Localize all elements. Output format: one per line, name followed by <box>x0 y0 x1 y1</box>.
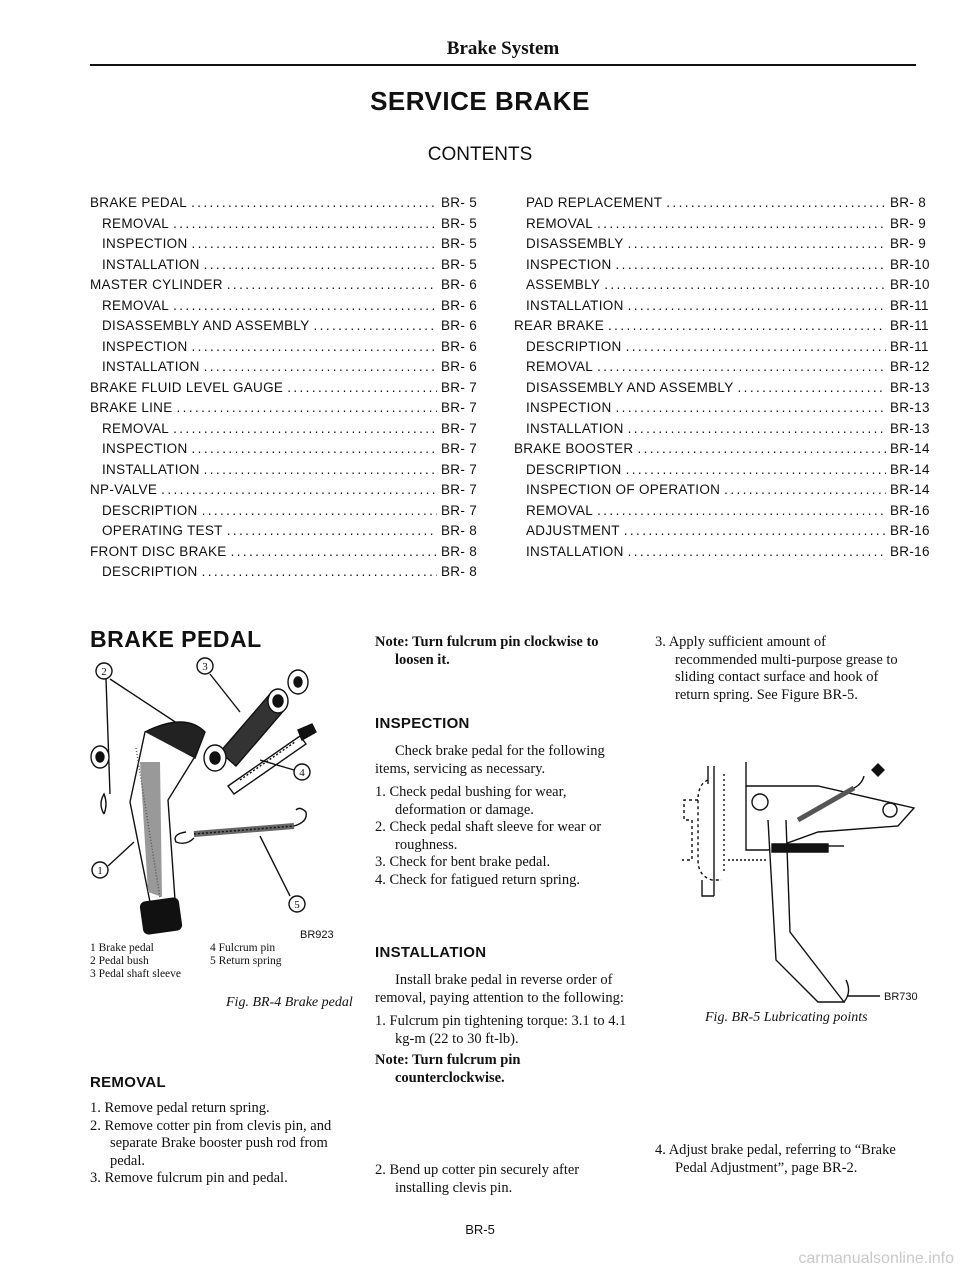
figure-legend-left <box>90 942 181 981</box>
toc-entry-page: BR-11 <box>890 297 929 313</box>
toc-entry-page: BR-13 <box>890 400 930 415</box>
toc-dot-leader <box>314 316 437 337</box>
toc-entry-label: INSTALLATION <box>526 297 624 313</box>
toc-entry-label: ADJUSTMENT <box>526 523 620 538</box>
toc-dot-leader <box>628 296 886 317</box>
toc-dot-leader <box>626 460 886 481</box>
toc-entry <box>90 398 483 419</box>
toc-entry-label: DESCRIPTION <box>526 461 622 477</box>
toc-entry-page: BR-10 <box>890 277 930 292</box>
toc-entry-page: BR-13 <box>890 379 930 395</box>
toc-entry-label: REMOVAL <box>102 215 170 231</box>
toc-entry-label: REMOVAL <box>526 215 594 231</box>
toc-entry-page: BR- 7 <box>441 400 478 415</box>
toc-entry <box>514 521 932 542</box>
toc-entry <box>514 357 932 378</box>
toc-entry-page: BR-14 <box>890 482 930 497</box>
toc-dot-leader <box>204 460 437 481</box>
legend-item-5: 5 Return spring <box>210 955 282 967</box>
toc-dot-leader <box>628 234 886 255</box>
installation-step-4: 4. Adjust brake pedal, referring to “Brake Pedal Adjustment”, page BR-2. <box>655 1142 896 1176</box>
toc-entry <box>90 480 483 501</box>
toc-entry-label: INSPECTION <box>102 236 188 251</box>
toc-dot-leader <box>227 275 437 296</box>
toc-entry-page: BR-12 <box>890 359 930 374</box>
toc-entry-label: REAR BRAKE <box>514 318 605 333</box>
toc-dot-leader <box>227 521 437 542</box>
toc-entry <box>90 419 483 440</box>
toc-dot-leader <box>204 357 437 378</box>
toc-entry-label: DESCRIPTION <box>102 502 198 518</box>
toc-entry-page: BR-16 <box>890 523 930 538</box>
toc-dot-leader <box>161 480 437 501</box>
toc-dot-leader <box>177 398 437 419</box>
brake-pedal-exploded-figure <box>90 652 352 942</box>
toc-entry <box>514 234 932 255</box>
toc-entry-page: BR-16 <box>890 543 930 559</box>
toc-entry-label: FRONT DISC BRAKE <box>90 543 227 559</box>
toc-dot-leader <box>628 542 886 563</box>
toc-dot-leader <box>626 337 886 358</box>
toc-entry <box>90 357 483 378</box>
toc-entry-label: INSPECTION <box>526 400 612 415</box>
installation-step-2: 2. Bend up cotter pin securely after installing clevis pin. <box>375 1162 580 1196</box>
toc-entry-label: DISASSEMBLY AND ASSEMBLY <box>526 379 734 395</box>
removal-steps <box>90 1100 340 1188</box>
toc-entry-label: INSTALLATION <box>526 543 624 559</box>
toc-entry-label: INSTALLATION <box>526 420 624 436</box>
toc-entry-label: INSPECTION <box>526 256 612 272</box>
toc-entry-page: BR- 7 <box>441 441 478 456</box>
toc-dot-leader <box>597 214 886 235</box>
watermark: carmanualsonline.info <box>798 1250 954 1267</box>
callout-5: 5 <box>294 899 300 911</box>
section-title-brake-pedal: BRAKE PEDAL <box>90 626 262 652</box>
toc-entry <box>514 193 932 214</box>
removal-step-2: 2. Remove cotter pin from clevis pin, and separate Brake booster push rod from pedal. <box>90 1117 332 1169</box>
callout-2: 2 <box>101 666 107 678</box>
toc-entry-label: ASSEMBLY <box>526 277 601 292</box>
toc-dot-leader <box>637 439 886 460</box>
toc-entry-label: MASTER CYLINDER <box>90 277 223 292</box>
heading-removal: REMOVAL <box>90 1074 166 1091</box>
removal-step-1: 1. Remove pedal return spring. <box>90 1100 270 1116</box>
toc-entry-label: BRAKE BOOSTER <box>514 441 634 456</box>
callout-1: 1 <box>97 865 103 877</box>
toc-entry <box>514 378 932 399</box>
header-rule <box>90 64 916 66</box>
installation-step-2-block <box>375 1162 630 1197</box>
toc-dot-leader <box>738 378 886 399</box>
toc-dot-leader <box>604 275 886 296</box>
toc-entry-label: BRAKE FLUID LEVEL GAUGE <box>90 379 284 395</box>
toc-dot-leader <box>724 480 886 501</box>
toc-entry-label: INSPECTION <box>102 441 188 456</box>
toc-entry-label: INSPECTION OF OPERATION <box>526 482 721 497</box>
toc-entry-page: BR- 5 <box>441 236 478 251</box>
toc-entry <box>90 255 483 276</box>
toc-entry <box>90 337 483 358</box>
toc-entry <box>514 296 932 317</box>
toc-dot-leader <box>191 193 437 214</box>
toc-dot-leader <box>173 419 437 440</box>
toc-entry-page: BR- 7 <box>441 420 478 436</box>
inspection-step-2: 2. Check pedal shaft sleeve for wear or roughness. <box>375 819 602 853</box>
toc-dot-leader <box>231 542 437 563</box>
callout-4: 4 <box>299 767 305 779</box>
toc-entry-page: BR- 7 <box>441 379 478 395</box>
toc-dot-leader <box>204 255 437 276</box>
toc-entry-page: BR- 8 <box>890 195 927 210</box>
toc-entry-page: BR- 9 <box>890 215 927 231</box>
toc-entry-label: INSTALLATION <box>102 256 200 272</box>
figure-legend-right <box>210 942 282 968</box>
page-number: BR-5 <box>465 1222 495 1237</box>
installation-intro: Install brake pedal in reverse order of removal, paying attention to the following: <box>375 972 624 1006</box>
toc-entry <box>90 439 483 460</box>
legend-item-4: 4 Fulcrum pin <box>210 942 276 954</box>
toc-entry-page: BR- 6 <box>441 338 478 354</box>
toc-entry-page: BR- 6 <box>441 297 478 313</box>
toc-entry-page: BR-14 <box>890 461 930 477</box>
toc-entry-page: BR-14 <box>890 441 930 456</box>
toc-entry <box>90 296 483 317</box>
toc-entry-page: BR- 5 <box>441 215 478 231</box>
toc-entry-page: BR- 6 <box>441 277 478 292</box>
toc-entry <box>90 316 483 337</box>
toc-entry <box>514 419 932 440</box>
toc-entry-label: PAD REPLACEMENT <box>526 195 663 210</box>
toc-entry-label: INSPECTION <box>102 338 188 354</box>
toc-entry <box>514 255 932 276</box>
toc-entry <box>90 214 483 235</box>
toc-entry <box>514 275 932 296</box>
toc-entry <box>514 542 932 563</box>
legend-item-2: 2 Pedal bush <box>90 955 149 967</box>
figure-code-br923: BR923 <box>300 929 334 941</box>
page-title: SERVICE BRAKE <box>370 86 590 116</box>
toc-entry <box>514 214 932 235</box>
toc-left-column <box>90 193 483 583</box>
toc-entry-label: REMOVAL <box>526 502 594 518</box>
inspection-intro: Check brake pedal for the following items, servicing as necessary. <box>375 743 605 777</box>
toc-entry <box>514 501 932 522</box>
toc-entry-page: BR- 7 <box>441 502 478 518</box>
toc-entry-page: BR-13 <box>890 420 930 436</box>
toc-dot-leader <box>192 337 437 358</box>
toc-dot-leader <box>624 521 886 542</box>
toc-entry <box>90 542 483 563</box>
toc-entry-label: BRAKE PEDAL <box>90 195 188 210</box>
toc-entry-page: BR- 5 <box>441 256 478 272</box>
toc-entry-label: REMOVAL <box>102 420 170 436</box>
installation-step-4-block <box>655 1142 911 1177</box>
toc-entry-label: OPERATING TEST <box>102 523 223 538</box>
toc-entry-label: DESCRIPTION <box>102 564 198 579</box>
legend-item-3: 3 Pedal shaft sleeve <box>90 968 182 980</box>
toc-entry-label: DESCRIPTION <box>526 338 622 354</box>
toc-entry-label: DISASSEMBLY <box>526 236 624 251</box>
toc-dot-leader <box>666 193 886 214</box>
toc-dot-leader <box>202 501 437 522</box>
toc-dot-leader <box>597 357 886 378</box>
installation-text <box>375 972 630 1087</box>
toc-entry <box>90 193 483 214</box>
toc-entry-label: REMOVAL <box>526 359 594 374</box>
toc-entry <box>90 501 483 522</box>
toc-entry-page: BR-16 <box>890 502 930 518</box>
toc-entry-page: BR- 6 <box>441 359 478 374</box>
legend-item-1: 1 Brake pedal <box>90 942 154 954</box>
toc-dot-leader <box>202 562 437 583</box>
toc-entry <box>514 480 932 501</box>
running-header: Brake System <box>446 38 560 59</box>
toc-dot-leader <box>192 234 437 255</box>
toc-entry-label: REMOVAL <box>102 297 170 313</box>
toc-entry <box>90 562 483 583</box>
toc-dot-leader <box>628 419 886 440</box>
toc-dot-leader <box>173 214 437 235</box>
toc-entry <box>90 275 483 296</box>
toc-dot-leader <box>287 378 437 399</box>
inspection-step-3: 3. Check for bent brake pedal. <box>375 854 551 870</box>
toc-dot-leader <box>597 501 886 522</box>
installation-step-3-block <box>655 634 911 704</box>
toc-entry-page: BR- 8 <box>441 564 478 579</box>
toc-entry <box>90 460 483 481</box>
toc-dot-leader <box>616 398 886 419</box>
toc-entry <box>514 337 932 358</box>
toc-entry-page: BR- 7 <box>441 461 478 477</box>
toc-dot-leader <box>616 255 886 276</box>
inspection-step-4: 4. Check for fatigued return spring. <box>375 871 580 888</box>
toc-entry-label: INSTALLATION <box>102 359 200 374</box>
toc-entry <box>90 378 483 399</box>
toc-entry-label: BRAKE LINE <box>90 400 173 415</box>
heading-installation: INSTALLATION <box>375 944 487 961</box>
figure-code-br730: BR730 <box>884 991 918 1003</box>
installation-step-1: 1. Fulcrum pin tightening torque: 3.1 to 4.1 kg-m (22 to 30 ft-lb). <box>375 1013 627 1047</box>
toc-entry <box>514 398 932 419</box>
toc-entry-page: BR- 6 <box>441 318 478 333</box>
toc-entry-label: INSTALLATION <box>102 461 200 477</box>
toc-right-column <box>514 193 932 562</box>
installation-note: Note: Turn fulcrum pin counterclockwise. <box>375 1052 521 1086</box>
toc-entry-page: BR-10 <box>890 256 930 272</box>
figure-caption-br4: Fig. BR-4 Brake pedal <box>226 995 353 1010</box>
toc-entry-page: BR-11 <box>890 318 929 333</box>
toc-entry <box>90 521 483 542</box>
contents-heading: CONTENTS <box>427 144 533 165</box>
toc-entry-page: BR- 5 <box>441 195 478 210</box>
heading-inspection: INSPECTION <box>375 715 470 732</box>
toc-dot-leader <box>173 296 437 317</box>
installation-step-3: 3. Apply sufficient amount of recommended multi-purpose grease to sliding contact surface and hook of return spring. See Figure BR-5. <box>655 634 898 703</box>
toc-dot-leader <box>608 316 886 337</box>
callout-3: 3 <box>202 661 208 673</box>
toc-entry <box>514 439 932 460</box>
toc-entry <box>90 234 483 255</box>
toc-entry-page: BR- 9 <box>890 236 927 251</box>
toc-entry-label: NP-VALVE <box>90 482 158 497</box>
figure-caption-br5: Fig. BR-5 Lubricating points <box>705 1010 868 1025</box>
inspection-text <box>375 743 630 889</box>
lubricating-points-figure <box>668 760 916 1010</box>
toc-entry-label: DISASSEMBLY AND ASSEMBLY <box>102 318 310 333</box>
note-fulcrum-clockwise: Note: Turn fulcrum pin clockwise to loosen it. <box>375 634 599 668</box>
toc-entry <box>514 460 932 481</box>
toc-entry-page: BR- 7 <box>441 482 478 497</box>
inspection-step-1: 1. Check pedal bushing for wear, deformation or damage. <box>375 784 567 818</box>
toc-entry-page: BR-11 <box>890 338 929 354</box>
toc-entry <box>514 316 932 337</box>
toc-entry-page: BR- 8 <box>441 543 478 559</box>
removal-step-3: 3. Remove fulcrum pin and pedal. <box>90 1170 288 1186</box>
toc-entry-page: BR- 8 <box>441 523 478 538</box>
toc-dot-leader <box>192 439 437 460</box>
